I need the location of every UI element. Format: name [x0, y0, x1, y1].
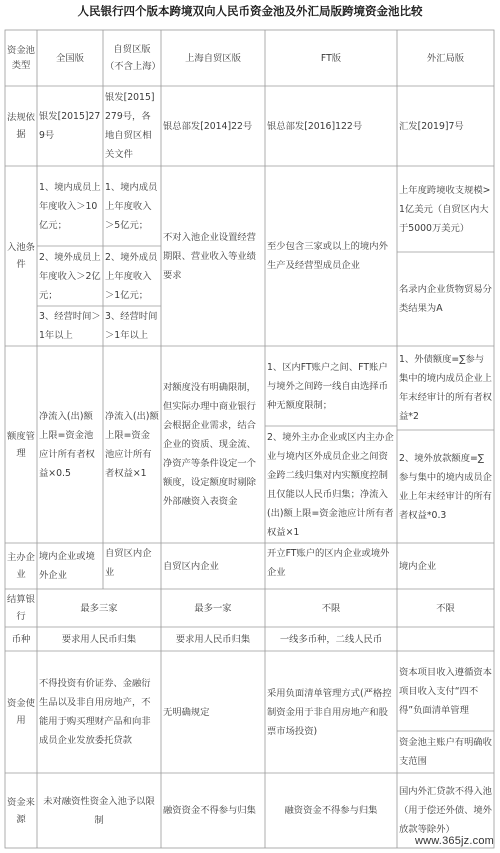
entry-ftz-3: 3、经营时间＞1年以上: [105, 311, 158, 341]
usage-ft: 采用负面清单管理方式(严格控制资金用于非自用房地产和股票市场投资): [267, 687, 392, 737]
bank-safe: 不限: [436, 602, 455, 614]
watermark: www.365jz.com: [414, 835, 494, 847]
currency-shanghai: 要求用人民币归集: [175, 633, 251, 645]
quota-safe-1: 1、外债额度=∑参与集中的境内成员企业上年末经审计的所有者权益*2: [399, 354, 492, 422]
entry-national-1: 1、境内成员上年度收入＞10亿元；: [39, 181, 101, 231]
quota-ft-2: 2、境外主办企业或区内主办企业与境内区外成员企业之间资金跨二线归集对内实额度控制且仅能以人民币归集；净流入(出)额上限=资金池应计所有者权益×1: [267, 431, 394, 538]
row-label-usage: 资金使用: [7, 698, 35, 726]
source-shanghai: 融资资金不得参与归集: [163, 805, 256, 816]
entry-safe-2: 名录内企业货物贸易分类结果为A: [399, 284, 492, 314]
usage-shanghai: 无明确规定: [163, 706, 210, 718]
currency-national-ftz: 要求用人民币归集: [61, 633, 137, 645]
bank-ft: 不限: [321, 602, 341, 614]
main-entity-ftz: 自贸区内企业: [105, 548, 152, 578]
basis-shanghai: 银总部发[2014]22号: [163, 120, 253, 132]
basis-ft: 银总部发[2016]122号: [267, 120, 363, 132]
quota-shanghai: 对额度没有明确限制，但实际办理中商业银行会根据企业需求，结合企业的资质、现金流、净资产等条件设定一个额度，设定额度时剔除外部融资入表资金: [163, 382, 256, 507]
row-label-main-entity: 主办企业: [7, 552, 35, 580]
source-national-ftz: 未对融资性资金入池予以限制: [43, 795, 155, 826]
header-ftz: 自贸区版（不含上海）: [105, 44, 161, 72]
basis-safe: 汇发[2019]7号: [399, 120, 464, 132]
entry-ft: 至少包含三家或以上的境内外生产及经营型成员企业: [267, 241, 388, 271]
source-ft: 融资资金不得参与归集: [284, 805, 378, 816]
currency-safe: [397, 627, 494, 651]
quota-national: 净流入(出)额上限=资金池应计所有者权益×0.5: [39, 410, 95, 479]
basis-national: 银发[2015]279号: [39, 111, 101, 141]
header-national: 全国版: [56, 52, 84, 64]
row-label-currency: 币种: [11, 633, 31, 645]
main-entity-shanghai: 自贸区内企业: [163, 560, 219, 572]
usage-national-ftz: 不得投资有价证券、金融衍生品以及非自用房地产，不能用于购买理财产品和向非成员企业发放委托贷款: [39, 678, 151, 746]
row-label-source: 资金来源: [7, 796, 35, 825]
main-entity-ft: 开立FT账户的区内企业或境外企业: [267, 548, 390, 578]
header-safe: 外汇局版: [426, 52, 465, 64]
entry-safe-1: 上年度跨境收支规模>1亿美元（自贸区内大于5000万美元）: [399, 184, 491, 234]
row-label-quota: 额度管理: [7, 430, 35, 459]
header-shanghai-ftz: 上海自贸区版: [185, 52, 241, 64]
header-ft: FT版: [320, 52, 342, 64]
entry-national-2: 2、境外成员上年度收入＞2亿元；: [39, 251, 101, 301]
currency-ft: 一线多币种，二线人民币: [279, 633, 383, 645]
entry-national-3: 3、经营时间＞1年以上: [39, 311, 101, 341]
bank-shanghai: 最多一家: [194, 602, 232, 614]
row-label-basis: 法规依据: [7, 112, 35, 140]
entry-ftz-1: 1、境内成员上年度收入＞5亿元；: [105, 181, 158, 231]
main-entity-national: 境内企业或境外企业: [39, 551, 95, 581]
row-label-bank: 结算银行: [7, 594, 35, 622]
entry-ftz-2: 2、境外成员上年度收入＞1亿元；: [105, 251, 158, 301]
bank-national-ftz: 最多三家: [80, 602, 118, 614]
page-title: 人民银行四个版本跨境双向人民币资金池及外汇局版跨境资金池比较: [77, 4, 423, 18]
quota-ftz: 净流入(出)额上限=资金池应计所有者权益×1: [105, 410, 159, 479]
basis-ftz: 银发[2015]279号，各地自贸区相关文件: [105, 92, 155, 160]
quota-safe-2: 2、境外放款额度=∑参与集中的境内成员企业上年末经审计的所有者权益*0.3: [399, 452, 492, 521]
entry-shanghai: 不对入池企业设置经营期限、营业收入等业绩要求: [163, 231, 256, 281]
quota-ft-1: 1、区内FT账户之间、FT账户与境外之间跨一线自由选择币种无额度限制；: [267, 361, 388, 411]
usage-safe-1: 资本项目收入遵循资本项目收入支付“四不得”负面清单管理: [399, 666, 492, 716]
row-label-entry: 入池条件: [7, 242, 35, 270]
source-safe: 国内外汇贷款不得入池（用于偿还外债、境外放款等除外）: [399, 786, 492, 835]
header-fund-pool-type: 资金池类型: [7, 45, 35, 71]
main-entity-safe: 境内企业: [399, 560, 437, 572]
usage-safe-2: 资金池主账户有明确收支范围: [399, 737, 492, 767]
